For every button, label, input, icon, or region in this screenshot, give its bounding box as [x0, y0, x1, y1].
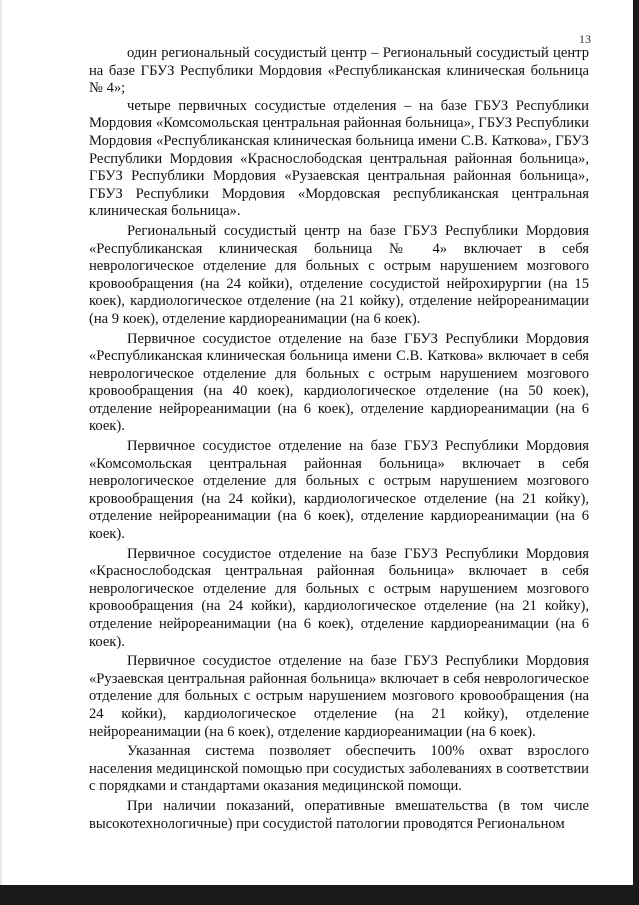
paragraph-rsc-hospital-4: Региональный сосудистый центр на базе ГБУЗ Республики Мордовия «Республиканская клиническая больница № 4» включает в себя неврологическое отделение для больных с острым нарушением мозгового кровообращения (на 24 койки), отделение сосудистой нейрохирургии (на 15 коек), кардиологическое отделение (на 21 койку), отделение нейрореанимации (на 9 коек), отделение кардиореанимации (на 6 коек).: [89, 222, 589, 327]
scan-bottom-edge: [0, 885, 639, 905]
paragraph-primary-departments: четыре первичных сосудистые отделения – на базе ГБУЗ Республики Мордовия «Комсомольская центральная районная больница», ГБУЗ Республики Мордовия «Республиканская клиническая больница имени С.В. Каткова», ГБУЗ Республики Мордовия «Краснослободская центральная районная больница», ГБУЗ Республики Мордовия «Рузаевская центральная районная больница», ГБУЗ Республики Мордовия «Мордовская республиканская центральная клиническая больница».: [89, 97, 589, 220]
paragraph-pso-komsomolsk: Первичное сосудистое отделение на базе ГБУЗ Республики Мордовия «Комсомольская центральная районная больница» включает в себя неврологическое отделение для больных с острым нарушением мозгового кровообращения (на 24 койки), кардиологическое отделение (на 21 койку), отделение нейрореанимации (на 6 коек), отделение кардиореанимации (на 6 коек).: [89, 438, 589, 543]
paragraph-regional-center: один региональный сосудистый центр – Региональный сосудистый центр на базе ГБУЗ Республики Мордовия «Республиканская клиническая больница № 4»;: [89, 45, 589, 97]
scan-right-edge: [633, 0, 639, 905]
paragraph-coverage: Указанная система позволяет обеспечить 100% охват взрослого населения медицинской помощью при сосудистых заболеваниях в соответствии с порядками и стандартами оказания медицинской помощи.: [89, 743, 589, 795]
document-body: [89, 45, 589, 833]
page-number: 13: [579, 32, 591, 46]
paragraph-surgical-interventions: При наличии показаний, оперативные вмешательства (в том числе высокотехнологичные) при сосудистой патологии проводятся Региональном: [89, 797, 589, 832]
paragraph-pso-ruzaevka: Первичное сосудистое отделение на базе ГБУЗ Республики Мордовия «Рузаевская центральная районная больница» включает в себя неврологическое отделение для больных с острым нарушением мозгового кровообращения (на 24 койки), кардиологическое отделение (на 21 койку), отделение нейрореанимации (на 6 коек), отделение кардиореанимации (на 6 коек).: [89, 653, 589, 740]
paragraph-pso-katkov: Первичное сосудистое отделение на базе ГБУЗ Республики Мордовия «Республиканская клиническая больница имени С.В. Каткова» включает в себя неврологическое отделение для больных с острым нарушением мозгового кровообращения (на 40 коек), кардиологическое отделение (на 50 коек), отделение нейрореанимации (на 6 коек), отделение кардиореанимации (на 6 коек).: [89, 330, 589, 435]
paragraph-pso-krasnoslobodsk: Первичное сосудистое отделение на базе ГБУЗ Республики Мордовия «Краснослободская центральная районная больница» включает в себя неврологическое отделение для больных с острым нарушением мозгового кровообращения (на 24 койки), кардиологическое отделение (на 21 койку), отделение нейрореанимации (на 6 коек), отделение кардиореанимации (на 6 коек).: [89, 545, 589, 650]
scan-left-edge: [0, 0, 2, 905]
